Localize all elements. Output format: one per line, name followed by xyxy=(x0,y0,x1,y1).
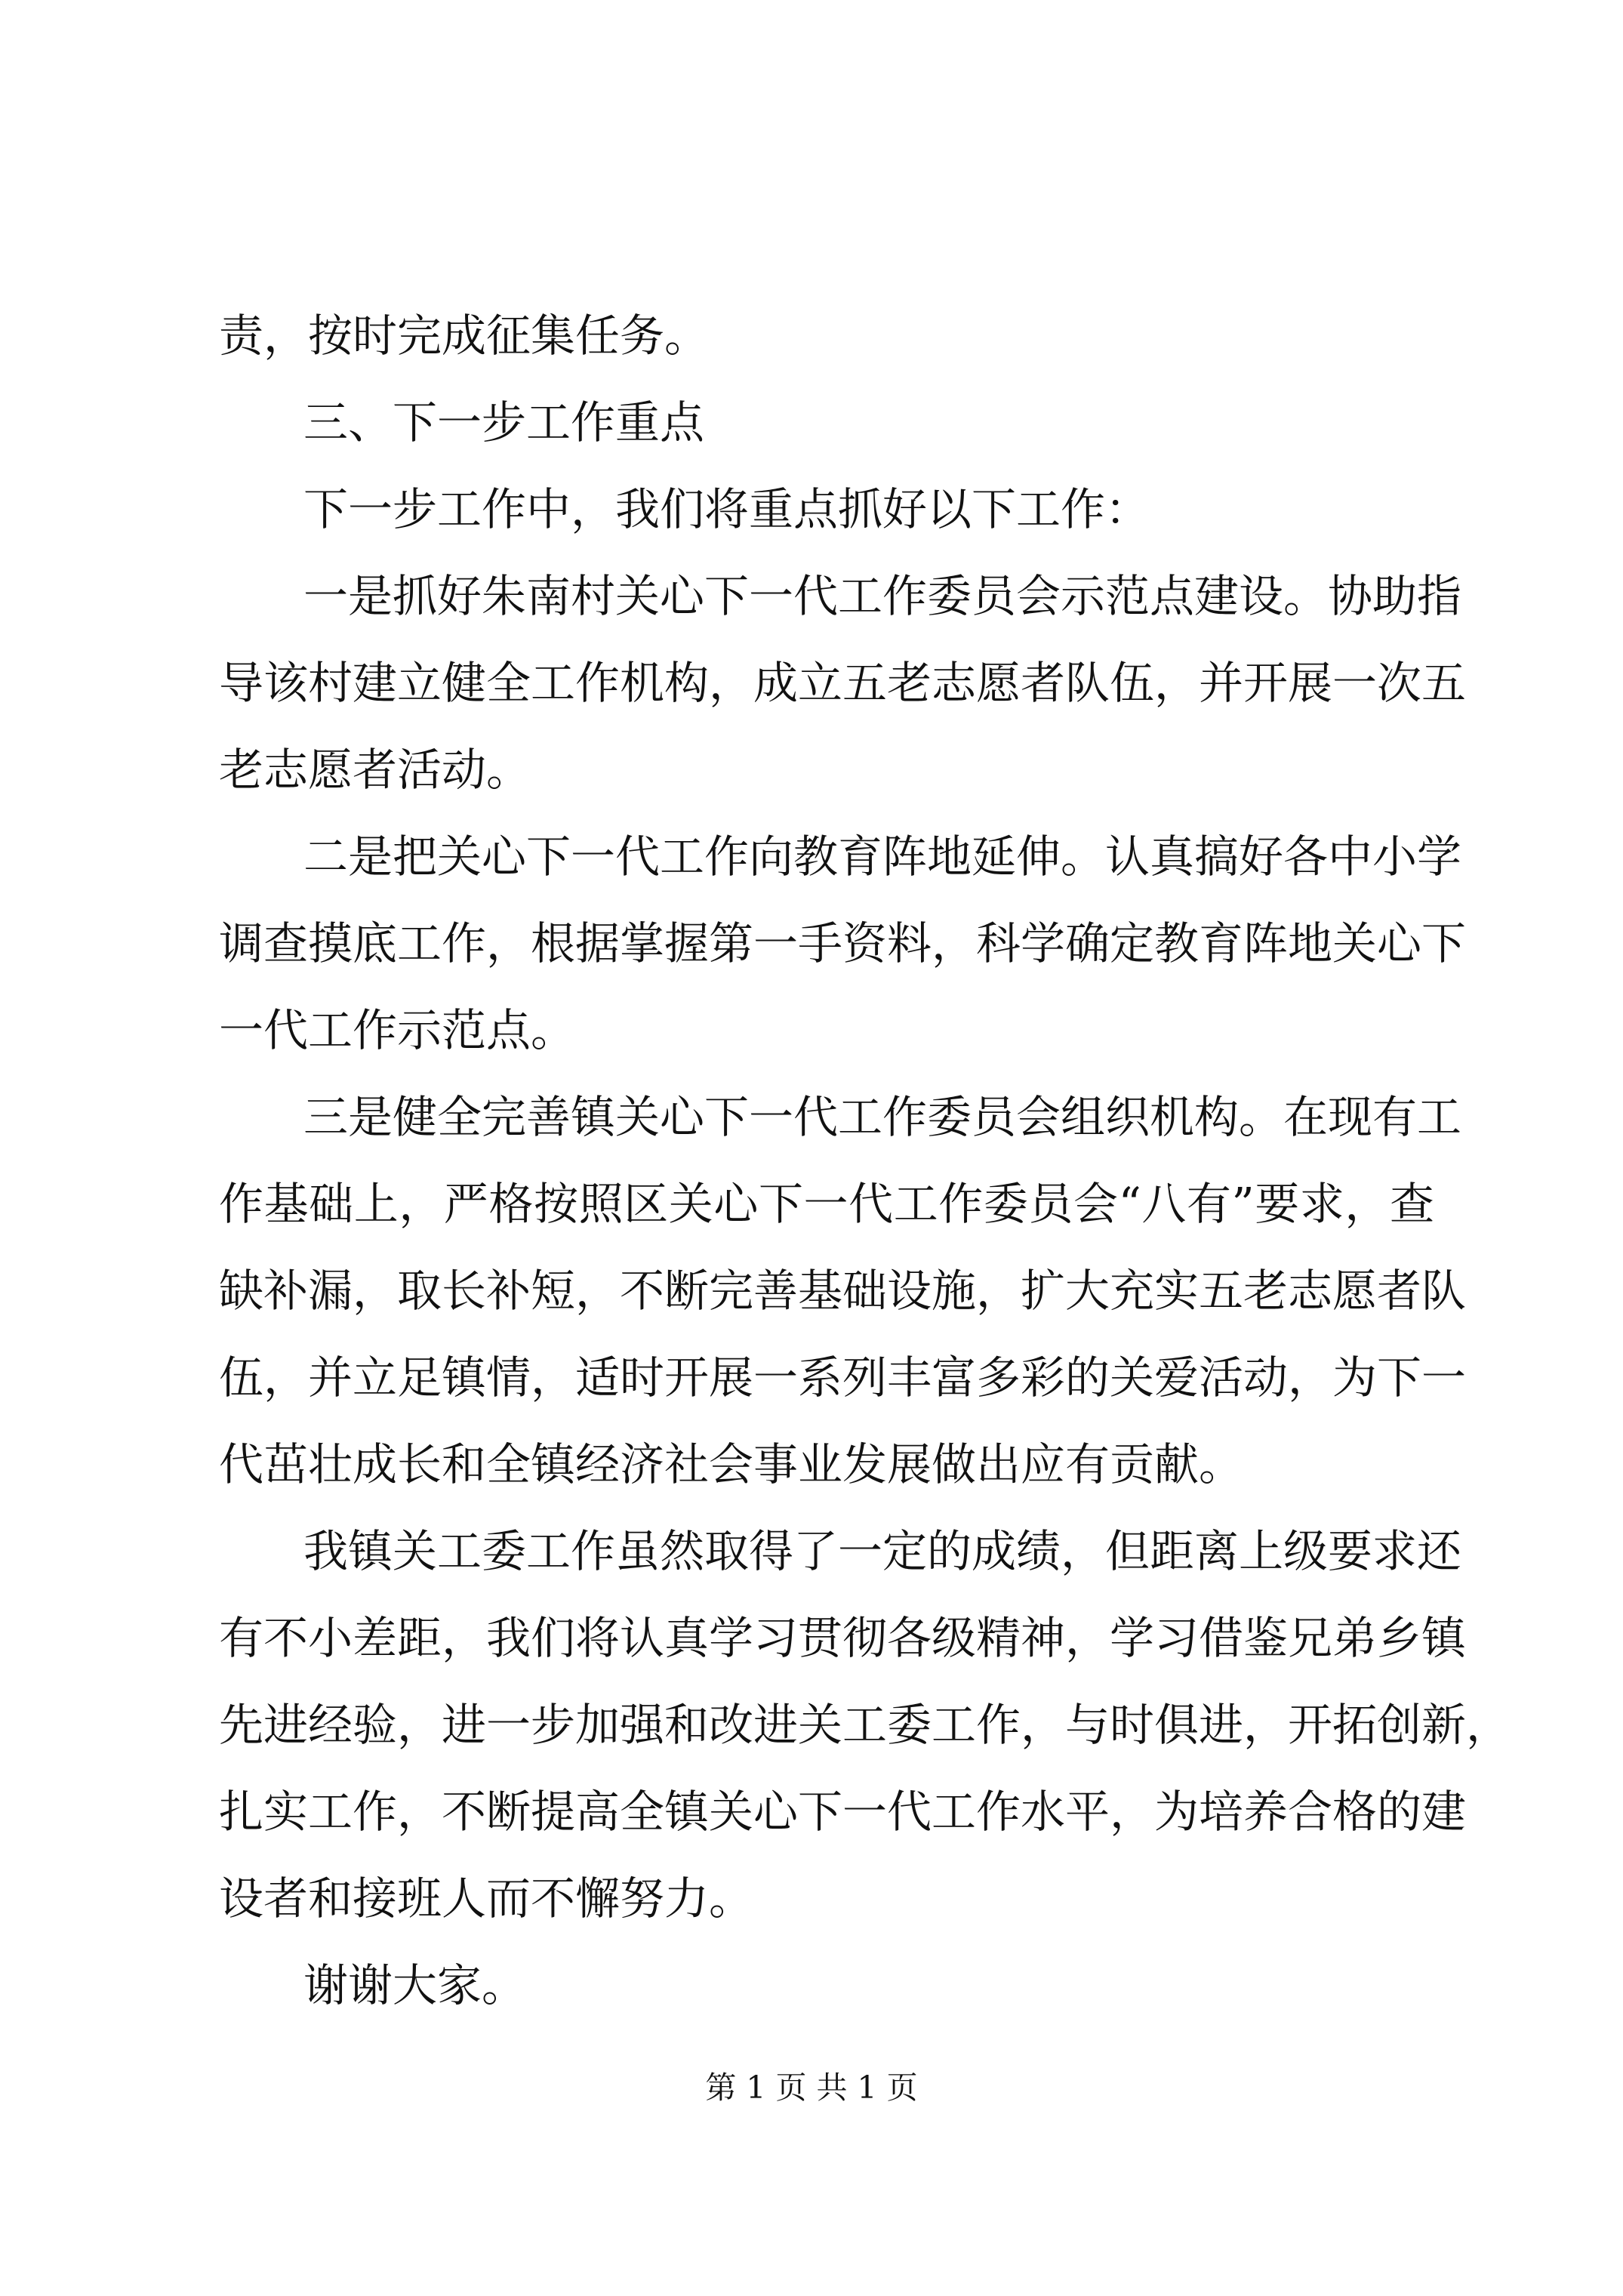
paragraph-line: 作基础上，严格按照区关心下一代工作委员会“八有”要求，查 xyxy=(219,1178,1434,1230)
paragraph-line: 导该村建立健全工作机构，成立五老志愿者队伍，并开展一次五 xyxy=(219,657,1467,709)
page-number-footer: 第 1 页 共 1 页 xyxy=(705,2069,918,2106)
paragraph-line: 三是健全完善镇关心下一代工作委员会组织机构。在现有工 xyxy=(303,1091,1462,1143)
paragraph-line: 责，按时完成征集任务。 xyxy=(219,310,710,362)
paragraph-line: 老志愿者活动。 xyxy=(219,744,531,796)
section-heading: 三、下一步工作重点 xyxy=(303,396,705,448)
paragraph-line: 下一步工作中，我们将重点抓好以下工作： xyxy=(303,483,1150,535)
paragraph-line: 二是把关心下一代工作向教育阵地延伸。认真搞好各中小学 xyxy=(303,831,1462,883)
paragraph-line: 我镇关工委工作虽然取得了一定的成绩，但距离上级要求还 xyxy=(303,1525,1462,1577)
paragraph-line: 扎实工作，不断提高全镇关心下一代工作水平，为培养合格的建 xyxy=(219,1786,1467,1838)
paragraph-line: 代茁壮成长和全镇经济社会事业发展做出应有贡献。 xyxy=(219,1438,1244,1490)
paragraph-line: 先进经验，进一步加强和改进关工委工作，与时俱进，开拓创新， xyxy=(219,1699,1511,1751)
paragraph-line: 缺补漏，取长补短，不断完善基础设施，扩大充实五老志愿者队 xyxy=(219,1265,1467,1317)
paragraph-line: 调查摸底工作，根据掌握第一手资料，科学确定教育阵地关心下 xyxy=(219,917,1467,969)
paragraph-line: 伍，并立足镇情，适时开展一系列丰富多彩的关爱活动，为下一 xyxy=(219,1351,1467,1404)
closing-line: 谢谢大家。 xyxy=(303,1959,527,2011)
paragraph-line: 设者和接班人而不懈努力。 xyxy=(219,1872,754,1925)
paragraph-line: 一代工作示范点。 xyxy=(219,1004,576,1056)
paragraph-line: 一是抓好朱南村关心下一代工作委员会示范点建设。协助指 xyxy=(303,570,1462,622)
paragraph-line: 有不小差距，我们将认真学习贯彻各级精神，学习借鉴兄弟乡镇 xyxy=(219,1612,1467,1664)
